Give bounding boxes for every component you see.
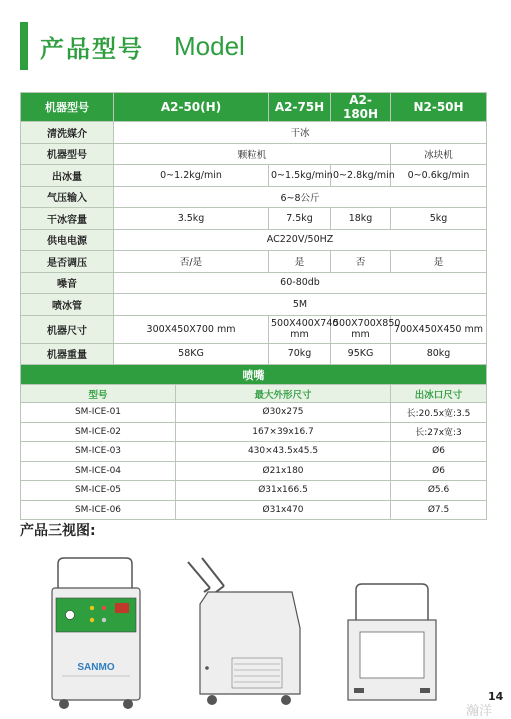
- cell: 否: [331, 251, 391, 273]
- nozzle-row: [21, 481, 487, 501]
- row-power: [21, 229, 487, 251]
- cell: 0~1.5kg/min: [269, 165, 331, 187]
- row-hose: [21, 294, 487, 316]
- spec-header-row: [21, 93, 487, 122]
- col-header-n2-50h: N2-50H: [391, 93, 487, 122]
- cell: 60-80db: [114, 272, 487, 294]
- nozzle-size: Ø31x470: [176, 500, 391, 520]
- nozzle-model: SM-ICE-03: [21, 442, 176, 462]
- three-view-heading: 产品三视图:: [20, 523, 96, 539]
- front-view: [52, 558, 140, 709]
- nozzle-outlet: Ø7.5: [391, 500, 487, 520]
- cell: 7.5kg: [269, 208, 331, 230]
- row-label: 是否调压: [21, 251, 114, 273]
- cell: 干冰: [114, 122, 487, 144]
- row-weight: [21, 343, 487, 365]
- cell: 5M: [114, 294, 487, 316]
- watermark-text: 瀚洋: [466, 704, 493, 719]
- cell: 700X450X450 mm: [391, 315, 487, 343]
- row-air-pressure: [21, 186, 487, 208]
- cell: 300X450X700 mm: [114, 315, 269, 343]
- row-label: 清洗媒介: [21, 122, 114, 144]
- cell: 3.5kg: [114, 208, 269, 230]
- title-accent-bar: [20, 22, 28, 70]
- row-label: 喷冰管: [21, 294, 114, 316]
- row-label: 供电电源: [21, 229, 114, 251]
- nozzle-model: SM-ICE-06: [21, 500, 176, 520]
- row-adjustable: [21, 251, 487, 273]
- nozzle-model: SM-ICE-02: [21, 422, 176, 442]
- nozzle-model: SM-ICE-01: [21, 403, 176, 423]
- cell: 是: [269, 251, 331, 273]
- row-label: 机器型号: [21, 143, 114, 165]
- nozzle-size: Ø31x166.5: [176, 481, 391, 501]
- cell: 95KG: [331, 343, 391, 365]
- row-label: 机器重量: [21, 343, 114, 365]
- cell: 是: [391, 251, 487, 273]
- cell: 0~0.6kg/min: [391, 165, 487, 187]
- nozzle-size: Ø30x275: [176, 403, 391, 423]
- nozzle-outlet: Ø5.6: [391, 481, 487, 501]
- nozzle-outlet: 长:20.5x宽:3.5: [391, 403, 487, 423]
- nozzle-row: [21, 461, 487, 481]
- row-size: [21, 315, 487, 343]
- row-label: 噪音: [21, 272, 114, 294]
- nozzle-size: Ø21x180: [176, 461, 391, 481]
- cell: 否/是: [114, 251, 269, 273]
- col-header-a2-180h: A2-180H: [331, 93, 391, 122]
- cell: 70kg: [269, 343, 331, 365]
- nozzle-row: [21, 500, 487, 520]
- nozzle-model: SM-ICE-05: [21, 481, 176, 501]
- row-label: 出冰量: [21, 165, 114, 187]
- page-title: [40, 28, 245, 64]
- row-label: 干冰容量: [21, 208, 114, 230]
- nozzle-outlet: Ø6: [391, 461, 487, 481]
- nozzle-row: [21, 442, 487, 462]
- spec-table: [20, 92, 487, 520]
- nozzle-col-outlet: 出冰口尺寸: [391, 385, 487, 403]
- page-number: 14: [488, 690, 504, 703]
- nozzle-outlet: Ø6: [391, 442, 487, 462]
- cell: AC220V/50HZ: [114, 229, 487, 251]
- row-ice-capacity: [21, 208, 487, 230]
- nozzle-header-row: [21, 385, 487, 403]
- nozzle-title: 喷嘴: [21, 365, 487, 385]
- nozzle-col-size: 最大外形尺寸: [176, 385, 391, 403]
- cell: 颗粒机: [114, 143, 391, 165]
- cell: 6~8公斤: [114, 186, 487, 208]
- cell: 0~2.8kg/min: [331, 165, 391, 187]
- cell: 80kg: [391, 343, 487, 365]
- row-label: 机器尺寸: [21, 315, 114, 343]
- cell: 500X700X850 mm: [331, 315, 391, 343]
- cell: 18kg: [331, 208, 391, 230]
- nozzle-title-row: [21, 365, 487, 385]
- row-label: 气压输入: [21, 186, 114, 208]
- page-title-en: Model: [174, 30, 245, 61]
- top-view: [348, 584, 436, 700]
- cell: 58KG: [114, 343, 269, 365]
- brand-logo: SANMO: [77, 662, 115, 673]
- three-view-drawings: [0, 548, 511, 716]
- row-clean-medium: [21, 122, 487, 144]
- col-header-a2-75h: A2-75H: [269, 93, 331, 122]
- col-header-model: 机器型号: [21, 93, 114, 122]
- nozzle-row: [21, 403, 487, 423]
- nozzle-col-model: 型号: [21, 385, 176, 403]
- page-title-cn: 产品型号: [40, 34, 144, 63]
- nozzle-size: 167×39x16.7: [176, 422, 391, 442]
- cell: 0~1.2kg/min: [114, 165, 269, 187]
- row-ice-output: [21, 165, 487, 187]
- nozzle-model: SM-ICE-04: [21, 461, 176, 481]
- cell: 500X400X740 mm: [269, 315, 331, 343]
- side-view: [188, 558, 300, 705]
- nozzle-size: 430×43.5x45.5: [176, 442, 391, 462]
- row-machine-type: [21, 143, 487, 165]
- col-header-a2-50h: A2-50(H): [114, 93, 269, 122]
- nozzle-row: [21, 422, 487, 442]
- cell: 5kg: [391, 208, 487, 230]
- cell: 冰块机: [391, 143, 487, 165]
- nozzle-outlet: 长:27x宽:3: [391, 422, 487, 442]
- row-noise: [21, 272, 487, 294]
